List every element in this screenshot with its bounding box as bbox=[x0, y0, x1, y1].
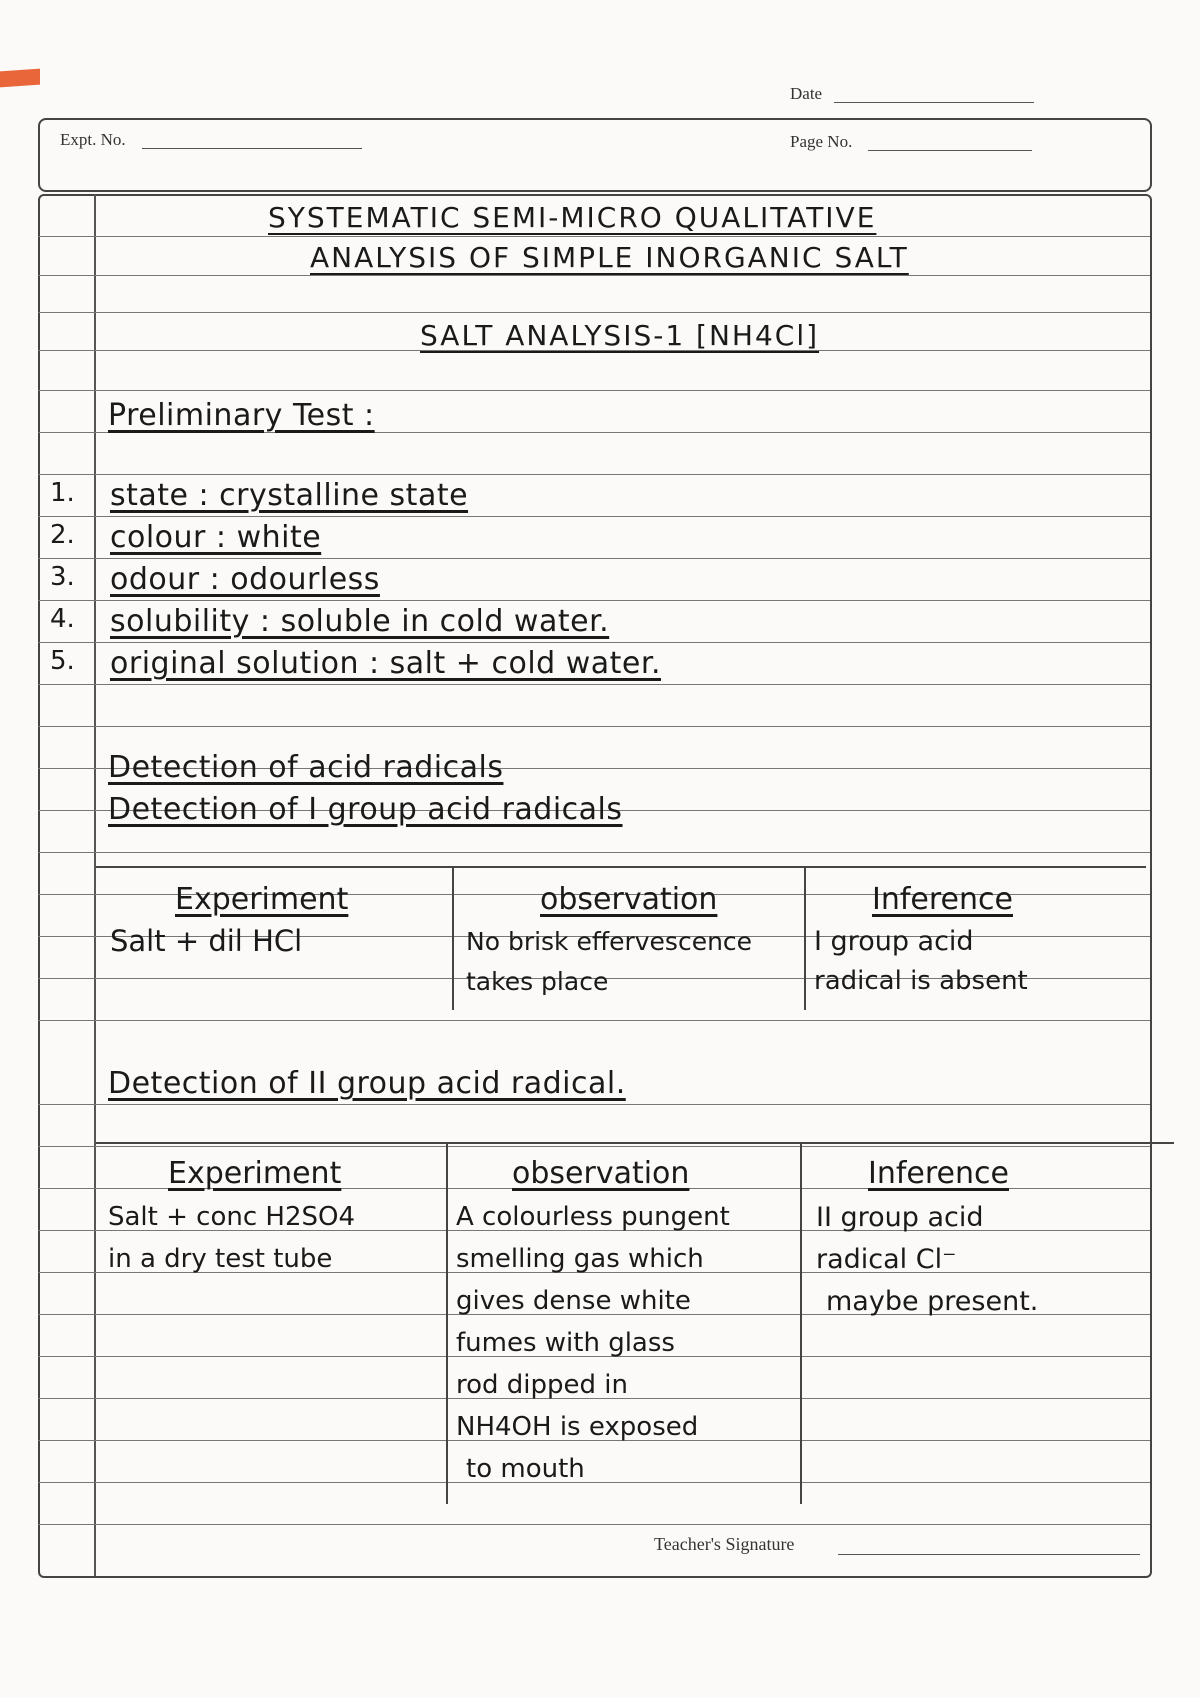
ruled-line bbox=[38, 1482, 1150, 1483]
table2-observation-1: A colourless pungent bbox=[456, 1202, 730, 1232]
item-number: 1. bbox=[50, 478, 75, 508]
ruled-line bbox=[38, 1524, 1150, 1525]
table1-top-border bbox=[96, 866, 1146, 868]
ruled-line bbox=[38, 642, 1150, 643]
table2-divider-1 bbox=[446, 1142, 448, 1504]
title-line-2: ANALYSIS OF SIMPLE INORGANIC SALT bbox=[310, 241, 909, 274]
group1-heading: Detection of I group acid radicals bbox=[108, 792, 623, 827]
table2-observation-7: to mouth bbox=[466, 1454, 585, 1484]
ruled-line bbox=[38, 726, 1150, 727]
table1-observation-1: No brisk effervescence bbox=[466, 927, 753, 956]
item-number: 4. bbox=[50, 604, 75, 634]
ruled-line bbox=[38, 600, 1150, 601]
ruled-line bbox=[38, 390, 1150, 391]
group2-heading: Detection of II group acid radical. bbox=[108, 1066, 626, 1101]
date-label: Date bbox=[790, 84, 823, 103]
item-number: 3. bbox=[50, 562, 75, 592]
ruled-line bbox=[38, 312, 1150, 313]
table2-observation-2: smelling gas which bbox=[456, 1244, 704, 1274]
subtitle: SALT ANALYSIS-1 [NH4Cl] bbox=[420, 319, 820, 352]
table2-observation-6: NH4OH is exposed bbox=[456, 1412, 699, 1442]
ruled-line bbox=[38, 1020, 1150, 1021]
expt-no-label: Expt. No. bbox=[60, 130, 126, 149]
table2-inference-1: II group acid bbox=[816, 1202, 984, 1233]
table1-inference-2: radical is absent bbox=[814, 966, 1028, 996]
preliminary-solubility: solubility : soluble in cold water. bbox=[110, 604, 610, 639]
table2-experiment-1: Salt + conc H2SO4 bbox=[108, 1202, 356, 1232]
signature-line bbox=[838, 1554, 1140, 1555]
table1-header-observation: observation bbox=[540, 882, 718, 917]
table2-inference-2: radical Cl⁻ bbox=[816, 1244, 957, 1275]
table1-header-inference: Inference bbox=[872, 882, 1013, 917]
ruled-line bbox=[38, 516, 1150, 517]
ruled-line bbox=[38, 558, 1150, 559]
table2-header-observation: observation bbox=[512, 1156, 690, 1191]
preliminary-heading: Preliminary Test : bbox=[108, 398, 375, 433]
table1-inference-1: I group acid bbox=[814, 926, 974, 957]
preliminary-colour: colour : white bbox=[110, 520, 322, 555]
margin-line bbox=[94, 194, 96, 1576]
item-number: 5. bbox=[50, 646, 75, 676]
preliminary-original-solution: original solution : salt + cold water. bbox=[110, 646, 661, 681]
table2-header-inference: Inference bbox=[868, 1156, 1009, 1191]
table1-experiment: Salt + dil HCl bbox=[110, 924, 303, 958]
table2-experiment-2: in a dry test tube bbox=[108, 1244, 333, 1274]
table2-divider-2 bbox=[800, 1142, 802, 1504]
ruled-line bbox=[38, 1146, 1150, 1147]
table2-observation-3: gives dense white bbox=[456, 1286, 691, 1316]
table2-top-border bbox=[96, 1142, 1174, 1144]
ruled-line bbox=[38, 1104, 1150, 1105]
table1-observation-2: takes place bbox=[466, 967, 609, 996]
table1-divider-1 bbox=[452, 866, 454, 1010]
ruled-line bbox=[38, 852, 1150, 853]
table2-observation-4: fumes with glass bbox=[456, 1328, 675, 1358]
page-no-label: Page No. bbox=[790, 132, 853, 151]
ruled-line bbox=[38, 474, 1150, 475]
ruled-line bbox=[38, 684, 1150, 685]
date-line bbox=[834, 102, 1034, 103]
table1-header-experiment: Experiment bbox=[175, 882, 349, 917]
table1-divider-2 bbox=[804, 866, 806, 1010]
title-line-1: SYSTEMATIC SEMI-MICRO QUALITATIVE bbox=[268, 201, 877, 234]
table2-header-experiment: Experiment bbox=[168, 1156, 342, 1191]
table2-inference-3: maybe present. bbox=[826, 1286, 1039, 1317]
item-number: 2. bbox=[50, 520, 75, 550]
page-no-line bbox=[868, 150, 1032, 151]
preliminary-state: state : crystalline state bbox=[110, 478, 469, 513]
teachers-signature-label: Teacher's Signature bbox=[654, 1534, 795, 1554]
header-box bbox=[38, 118, 1152, 192]
preliminary-odour: odour : odourless bbox=[110, 562, 380, 597]
orange-corner-tab bbox=[0, 69, 40, 88]
ruled-line bbox=[38, 236, 1150, 237]
expt-no-line bbox=[142, 148, 362, 149]
acid-radicals-heading: Detection of acid radicals bbox=[108, 750, 504, 785]
table2-observation-5: rod dipped in bbox=[456, 1370, 628, 1400]
